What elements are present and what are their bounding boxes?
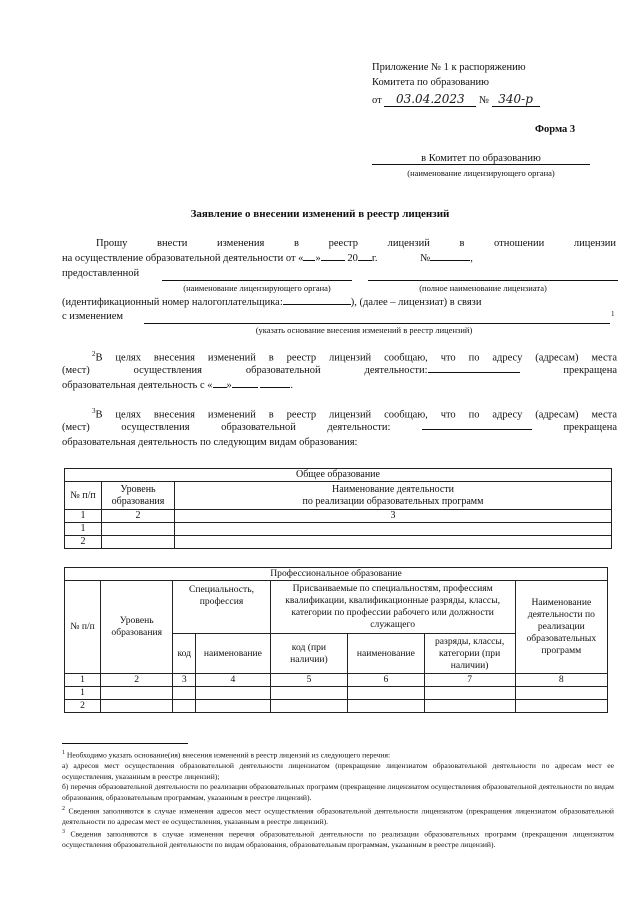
footnote-separator [62,743,188,744]
prof-sub-code-opt: код (при наличии) [270,634,348,674]
prof-cell[interactable] [173,687,196,700]
general-num-cell: 3 [175,510,612,523]
prof-num-cell: 8 [515,674,607,687]
prof-num-cell: 5 [270,674,348,687]
general-level-cell[interactable] [102,523,175,536]
prof-row-number: 2 [65,700,101,713]
table-row [65,536,612,549]
footnote-1: $^1$ Необходимо указать основание(ия) внесения изменений в реестр лицензий из следующего перечня: [62,750,391,760]
general-col-activity: Наименование деятельности по реализации образовательных программ [175,482,612,510]
footnote-3: $^3$ Сведения заполняются в случае изменения перечня образовательной деятельности по реализации образовательных программ (прекращения лицензиатом осуществления образовательной деятельности по видам образования, образовательным программам, указанным в реестре лицензий). [62,829,614,850]
prof-cell[interactable] [270,687,348,700]
prof-num-cell: 7 [424,674,515,687]
general-col-no: № п/п [65,482,102,510]
general-table-title: Общее образование [65,469,612,482]
para3-line-2: (мест) осуществления образовательной деятельности: прекращена [62,422,618,433]
appendix-date-line [372,92,572,107]
para3-line-3: образовательная деятельность по следующим видам образования: [62,437,358,448]
appendix-line-2: Комитета по образованию [372,77,489,88]
appendix-no-label: № [478,95,489,106]
general-num-cell: 2 [102,510,175,523]
footnote-1b: б) перечня образовательной деятельности по реализации образовательных программ (прекращение лицензиатом осуществления образовательной деятельности по видам образования, образовательным программам, указанным в реестре лицензий). [62,782,614,802]
table-row [65,687,608,700]
request-line-4: (идентификационный номер налогоплательщика: ), (далее – лицензиат) в связи [62,297,482,308]
appendix-ot-label: от [372,95,382,106]
caption-org: (наименование лицензирующего органа) [183,283,331,293]
general-col-level: Уровень образования [102,482,175,510]
prof-cell[interactable] [515,687,607,700]
para2-line-1: $^2$В целях внесения изменений в реестр лицензий сообщаю, что по адресу (адресам) места [92,350,617,364]
prof-cell[interactable] [515,700,607,713]
prof-cell[interactable] [348,687,424,700]
prof-cell[interactable] [101,687,173,700]
caption-licensee: (полное наименование лицензиата) [419,283,547,293]
prof-cell[interactable] [348,700,424,713]
prof-row-number: 1 [65,687,101,700]
para3-line-1: $^3$В целях внесения изменений в реестр лицензий сообщаю, что по адресу (адресам) места [92,407,617,421]
professional-education-table [64,567,608,713]
caption-reason: (указать основание внесения изменений в реестр лицензий) [255,325,473,335]
recipient-to: в Комитет по образованию [372,153,590,165]
reason-blank-line[interactable] [144,323,610,324]
prof-cell[interactable] [270,700,348,713]
general-row-number: 1 [65,523,102,536]
footnotes [62,748,614,851]
prof-sub-code: код [173,634,196,674]
prof-cell[interactable] [196,687,271,700]
form-label: Форма 3 [535,124,576,135]
prof-col-no: № п/п [65,581,101,674]
prof-num-cell: 2 [101,674,173,687]
prof-num-cell: 4 [196,674,271,687]
prof-col-specialty: Специальность, профессия [173,581,270,634]
general-activity-cell[interactable] [175,536,612,549]
request-line-5: с изменением [62,311,124,322]
prof-sub-grades: разряды, классы, категории (при наличии) [424,634,515,674]
general-row-number: 2 [65,536,102,549]
prof-table-title: Профессиональное образование [65,568,608,581]
prof-col-activity: Наименование деятельности по реализации образовательных программ [515,581,607,674]
general-level-cell[interactable] [102,536,175,549]
footnote-1a: а) адресов мест осуществления образовательной деятельности лицензиатом (прекращение лицензиатом образовательной деятельности по адресам мест ее осуществления, указанным в реестре лицензий); [62,761,614,781]
licensee-blank-line[interactable] [368,280,618,281]
table-row [65,700,608,713]
prof-cell[interactable] [101,700,173,713]
table-row [65,523,612,536]
para2-line-2: (мест) осуществления образовательной деятельности: прекращена [62,365,617,376]
prof-sub-name: наименование [196,634,271,674]
prof-col-level: Уровень образования [101,581,173,674]
prof-sub-name-2: наименование [348,634,424,674]
prof-num-cell: 6 [348,674,424,687]
prof-cell[interactable] [196,700,271,713]
appendix-number: 340-р [492,92,540,107]
prof-cell[interactable] [173,700,196,713]
prof-col-assigned: Присваиваемые по специальностям, профессиям квалификации, квалификационные разряды, классы, категории по профессии рабочего или должности служащего [270,581,515,634]
prof-num-cell: 1 [65,674,101,687]
prof-cell[interactable] [424,700,515,713]
request-line-1: Прошу внести изменения в реестр лицензий в отношении лицензии [96,238,616,249]
appendix-date: 03.04.2023 [384,92,476,107]
request-line-2: на осуществление образовательной деятельности от « » 20 г. № , [62,253,473,264]
general-education-table [64,468,612,549]
page-title: Заявление о внесении изменений в реестр лицензий [190,208,450,220]
general-num-cell: 1 [65,510,102,523]
org-blank-line[interactable] [162,280,352,281]
footnote-ref-1: 1 [611,310,615,318]
prof-cell[interactable] [424,687,515,700]
para2-line-3: образовательная деятельность с « » . [62,380,293,391]
prof-num-cell: 3 [173,674,196,687]
recipient-caption: (наименование лицензирующего органа) [407,168,555,178]
general-activity-cell[interactable] [175,523,612,536]
appendix-line-1: Приложение № 1 к распоряжению [372,62,526,73]
request-line-3: предоставленной [62,268,140,279]
footnote-2: $^2$ Сведения заполняются в случае изменения адресов мест осуществления образовательной деятельности лицензиатом (прекращения лицензиатом образовательной деятельности по адресам мест ее осуществления, указанным в реестре лицензий). [62,805,614,826]
